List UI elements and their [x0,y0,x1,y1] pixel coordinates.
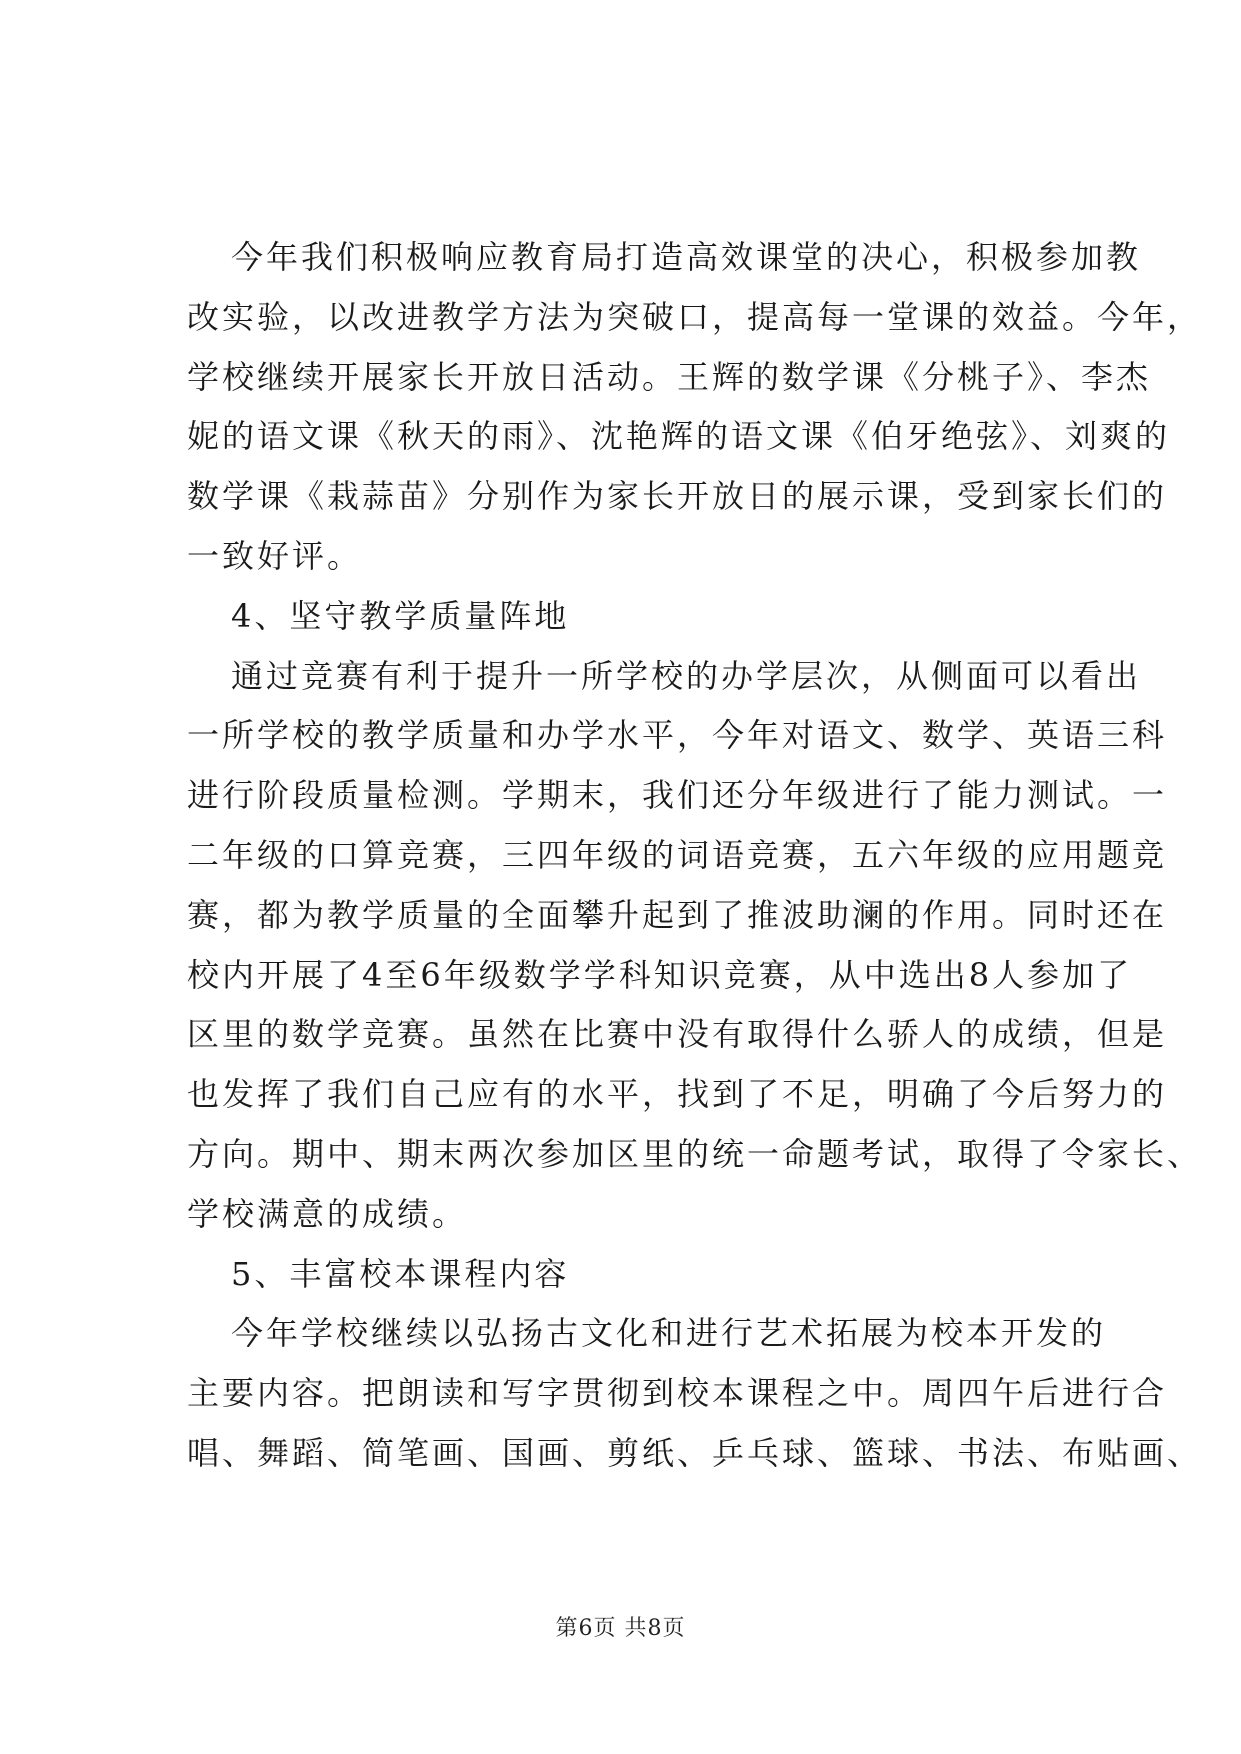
text-line: 赛，都为教学质量的全面攀升起到了推波助澜的作用。同时还在 [187,895,1168,934]
text-line: 也发挥了我们自己应有的水平，找到了不足，明确了今后努力的 [187,1075,1168,1114]
text-line: 改实验，以改进教学方法为突破口，提高每一堂课的效益。今年， [187,297,1203,336]
text-line: 唱、舞蹈、简笔画、国画、剪纸、乒乓球、篮球、书法、布贴画、 [187,1433,1203,1472]
page-footer: 第6页 共8页 [555,1616,686,1641]
section-heading: 4、坚守教学质量阵地 [231,596,570,635]
text-line: 二年级的口算竞赛，三四年级的词语竞赛，五六年级的应用题竞 [187,835,1168,874]
text-line: 校内开展了4至6年级数学学科知识竞赛，从中选出8人参加了 [187,955,1133,994]
text-line: 通过竞赛有利于提升一所学校的办学层次，从侧面可以看出 [231,656,1142,695]
text-line: 今年我们积极响应教育局打造高效课堂的决心，积极参加教 [231,238,1142,276]
text-line: 方向。期中、期末两次参加区里的统一命题考试，取得了令家长、 [187,1134,1203,1173]
section-heading: 5、丰富校本课程内容 [231,1254,570,1293]
text-line: 学校满意的成绩。 [187,1194,468,1233]
text-line: 学校继续开展家长开放日活动。王辉的数学课《分桃子》、李杰 [187,357,1152,396]
text-line: 主要内容。把朗读和写字贯彻到校本课程之中。周四午后进行合 [187,1374,1168,1413]
text-line: 一致好评。 [187,536,363,575]
text-line: 妮的语文课《秋天的雨》、沈艳辉的语文课《伯牙绝弦》、刘爽的 [187,417,1171,456]
document-body [187,228,1203,1484]
text-line: 数学课《栽蒜苗》分别作为家长开放日的展示课，受到家长们的 [187,477,1168,516]
text-line: 区里的数学竞赛。虽然在比赛中没有取得什么骄人的成绩，但是 [187,1015,1168,1054]
text-line: 今年学校继续以弘扬古文化和进行艺术拓展为校本开发的 [231,1314,1107,1353]
text-line: 一所学校的教学质量和办学水平，今年对语文、数学、英语三科 [187,716,1168,755]
text-line: 进行阶段质量检测。学期末，我们还分年级进行了能力测试。一 [187,776,1168,815]
